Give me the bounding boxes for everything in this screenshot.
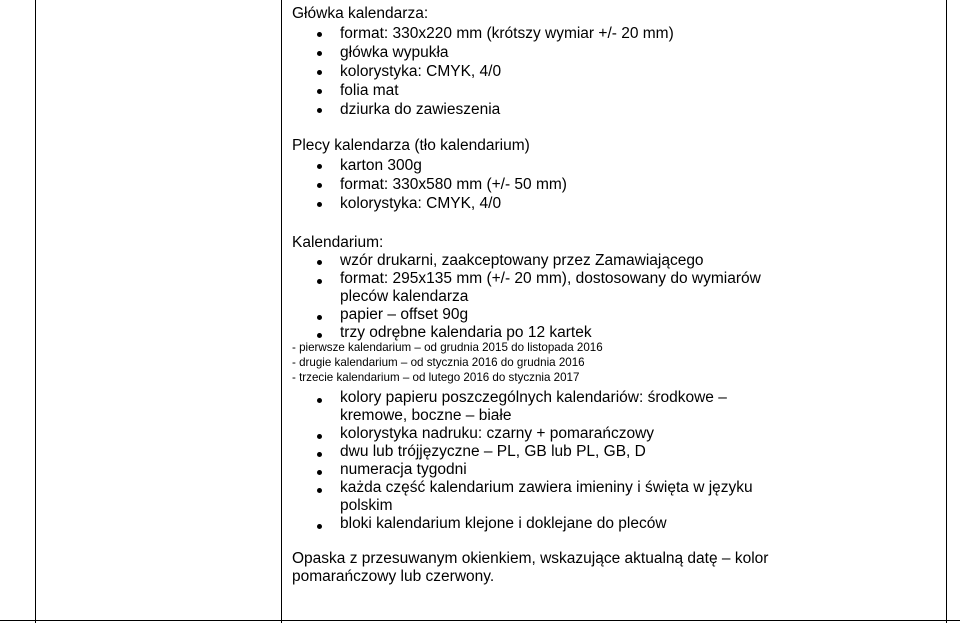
list-item: format: 330x220 mm (krótszy wymiar +/- 20 mm) — [340, 25, 674, 42]
bullet — [317, 524, 322, 529]
paragraph-opaska: Opaska z przesuwanym okienkiem, wskazujące aktualną datę – kolor — [292, 550, 769, 567]
list-item: kolorystyka: CMYK, 4/0 — [340, 195, 502, 212]
note-line: - trzecie kalendarium – od lutego 2016 do stycznia 2017 — [292, 371, 580, 384]
section-heading-plecy: Plecy kalendarza (tło kalendarium) — [292, 137, 530, 154]
list-item: każda część kalendarium zawiera imieniny i święta w języku — [340, 479, 753, 496]
table-border-middle — [281, 0, 282, 623]
bullet — [317, 202, 322, 207]
bullet — [317, 434, 322, 439]
list-item: kolorystyka: CMYK, 4/0 — [340, 63, 502, 80]
bullet — [317, 488, 322, 493]
bullet — [317, 315, 322, 320]
note-line: - pierwsze kalendarium – od grudnia 2015 do listopada 2016 — [292, 341, 603, 354]
table-border-left — [35, 0, 36, 623]
note-line: - drugie kalendarium – od stycznia 2016 do grudnia 2016 — [292, 356, 585, 369]
list-item: format: 295x135 mm (+/- 20 mm), dostosowany do wymiarów — [340, 270, 761, 287]
list-item-continuation: kremowe, boczne – białe — [340, 407, 512, 424]
list-item: bloki kalendarium klejone i doklejane do pleców — [340, 515, 667, 532]
list-item: dwu lub trójjęzyczne – PL, GB lub PL, GB, D — [340, 443, 646, 460]
list-item: format: 330x580 mm (+/- 50 mm) — [340, 176, 567, 193]
bullet — [317, 164, 322, 169]
bullet — [317, 279, 322, 284]
bullet — [317, 333, 322, 338]
list-item: numeracja tygodni — [340, 461, 467, 478]
bullet — [317, 108, 322, 113]
list-item: dziurka do zawieszenia — [340, 101, 501, 118]
list-item: kolory papieru poszczególnych kalendariów: środkowe – — [340, 389, 727, 406]
list-item-continuation: pleców kalendarza — [340, 288, 469, 305]
bullet — [317, 260, 322, 265]
bullet — [317, 32, 322, 37]
table-border-right — [946, 0, 947, 623]
paragraph-opaska-continuation: pomarańczowy lub czerwony. — [292, 568, 495, 585]
list-item: kolorystyka nadruku: czarny + pomarańczowy — [340, 425, 655, 442]
bullet — [317, 398, 322, 403]
bullet — [317, 452, 322, 457]
list-item: papier – offset 90g — [340, 306, 469, 323]
bullet — [317, 470, 322, 475]
section-heading-glowka: Główka kalendarza: — [292, 5, 429, 22]
list-item: wzór drukarni, zaakceptowany przez Zamawiającego — [340, 252, 704, 269]
list-item: trzy odrębne kalendaria po 12 kartek — [340, 324, 592, 341]
list-item: folia mat — [340, 82, 399, 99]
bullet — [317, 89, 322, 94]
section-heading-kalendarium: Kalendarium: — [292, 234, 384, 251]
bullet — [317, 70, 322, 75]
bullet — [317, 51, 322, 56]
list-item: główka wypukła — [340, 44, 449, 61]
table-border-bottom — [0, 620, 960, 621]
list-item-continuation: polskim — [340, 497, 393, 514]
list-item: karton 300g — [340, 157, 422, 174]
bullet — [317, 183, 322, 188]
